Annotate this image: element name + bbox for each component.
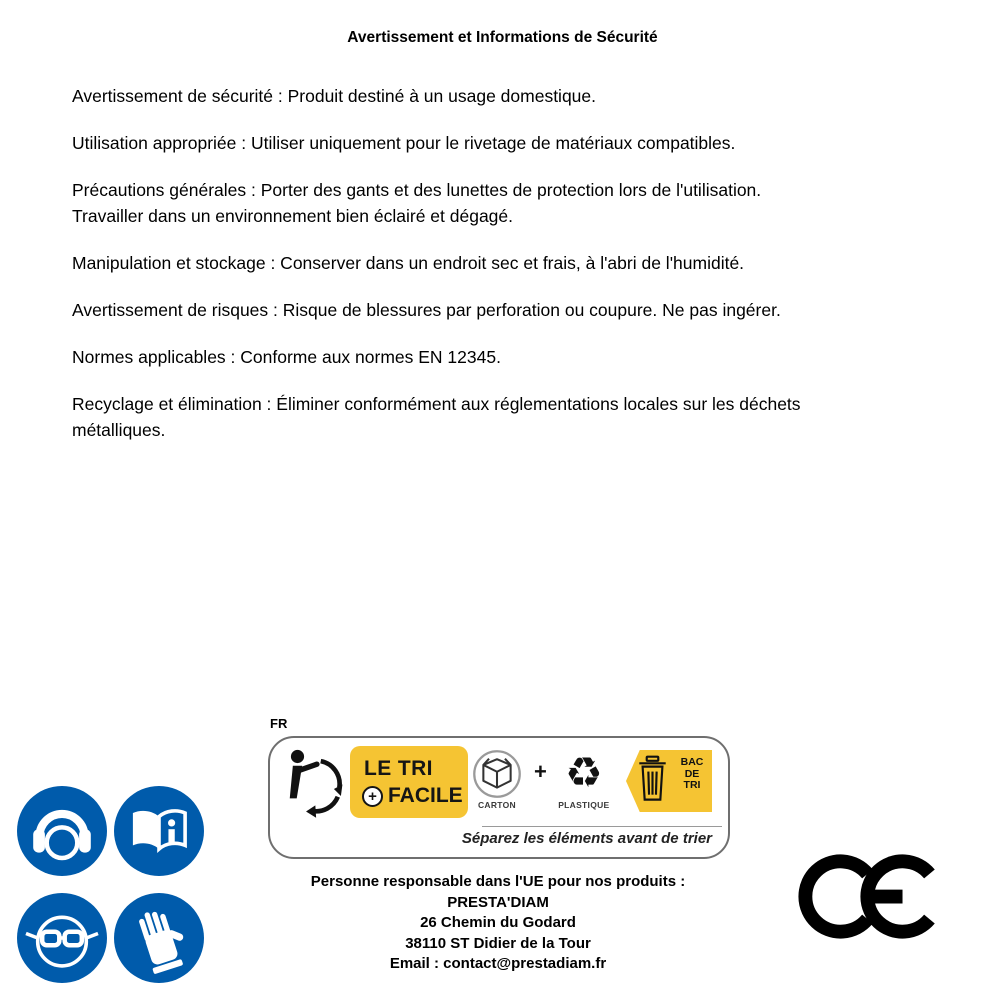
triman-sorting-info-label bbox=[268, 736, 730, 859]
paragraph-risk-warning bbox=[72, 297, 972, 323]
paragraph-general-precautions bbox=[72, 177, 972, 229]
company-name: PRESTA'DIAM bbox=[447, 893, 549, 911]
text-line: métalliques. bbox=[72, 420, 166, 440]
trash-bin-icon bbox=[636, 753, 669, 805]
plastique-label: PLASTIQUE bbox=[558, 800, 610, 810]
responsible-intro: Personne responsable dans l'UE pour nos produits : bbox=[310, 873, 686, 890]
facile-text: FACILE bbox=[388, 784, 463, 807]
plastique-material bbox=[555, 749, 613, 810]
email-line: Email : contact@prestadiam.fr bbox=[389, 955, 607, 972]
le-tri-text: LE TRI bbox=[364, 757, 433, 780]
bin-word-de: DE bbox=[684, 767, 700, 780]
carton-material bbox=[468, 749, 526, 810]
plus-circle-icon: + bbox=[362, 786, 383, 807]
paragraph-handling-storage bbox=[72, 250, 972, 276]
triman-icon bbox=[282, 746, 344, 822]
text-line: Avertissement de sécurité : Produit destiné à un usage domestique. bbox=[72, 86, 597, 106]
cardboard-box-icon bbox=[472, 749, 522, 799]
eye-protection-icon bbox=[17, 893, 107, 983]
read-manual-icon bbox=[114, 786, 204, 876]
page-title: Avertissement et Informations de Sécurité bbox=[347, 29, 658, 46]
text-line: Précautions générales : Porter des gants et des lunettes de protection lors de l'utilisation. bbox=[72, 180, 762, 200]
paragraph-appropriate-use bbox=[72, 130, 972, 156]
fr-country-code: FR bbox=[270, 716, 288, 731]
text-line: Recyclage et élimination : Éliminer conformément aux réglementations locales sur les déchets bbox=[72, 394, 801, 414]
le-tri-facile-logo bbox=[350, 746, 468, 818]
plus-separator: + bbox=[534, 758, 547, 784]
bac-de-tri-label bbox=[672, 757, 712, 792]
address-line-2: 38110 ST Didier de la Tour bbox=[405, 934, 591, 952]
recycling-triangle-icon: ♻ bbox=[565, 749, 603, 796]
paragraph-applicable-standards bbox=[72, 344, 972, 370]
sorting-caption: Séparez les éléments avant de trier bbox=[461, 830, 712, 847]
paragraph-recycling-disposal bbox=[72, 391, 972, 443]
text-line: Manipulation et stockage : Conserver dans un endroit sec et frais, à l'abri de l'humidité. bbox=[72, 253, 745, 273]
text-line: Utilisation appropriée : Utiliser uniquement pour le rivetage de matériaux compatibles. bbox=[72, 133, 736, 153]
text-line: Normes applicables : Conforme aux normes EN 12345. bbox=[72, 347, 501, 367]
ear-protection-icon bbox=[17, 786, 107, 876]
caption-divider bbox=[482, 826, 722, 827]
safety-paragraphs bbox=[72, 83, 972, 464]
ce-mark bbox=[798, 850, 946, 943]
address-line-1: 26 Chemin du Godard bbox=[420, 914, 576, 931]
hand-protection-icon bbox=[114, 893, 204, 983]
bin-word-tri: TRI bbox=[683, 779, 701, 791]
paragraph-safety-warning bbox=[72, 83, 972, 109]
carton-label: CARTON bbox=[477, 800, 516, 810]
text-line: Travailler dans un environnement bien éclairé et dégagé. bbox=[72, 206, 514, 226]
text-line: Avertissement de risques : Risque de blessures par perforation ou coupure. Ne pas ingérer. bbox=[72, 300, 781, 320]
bin-word-bac: BAC bbox=[680, 756, 704, 768]
materials-row bbox=[468, 749, 613, 810]
responsible-contact-block bbox=[248, 872, 748, 975]
